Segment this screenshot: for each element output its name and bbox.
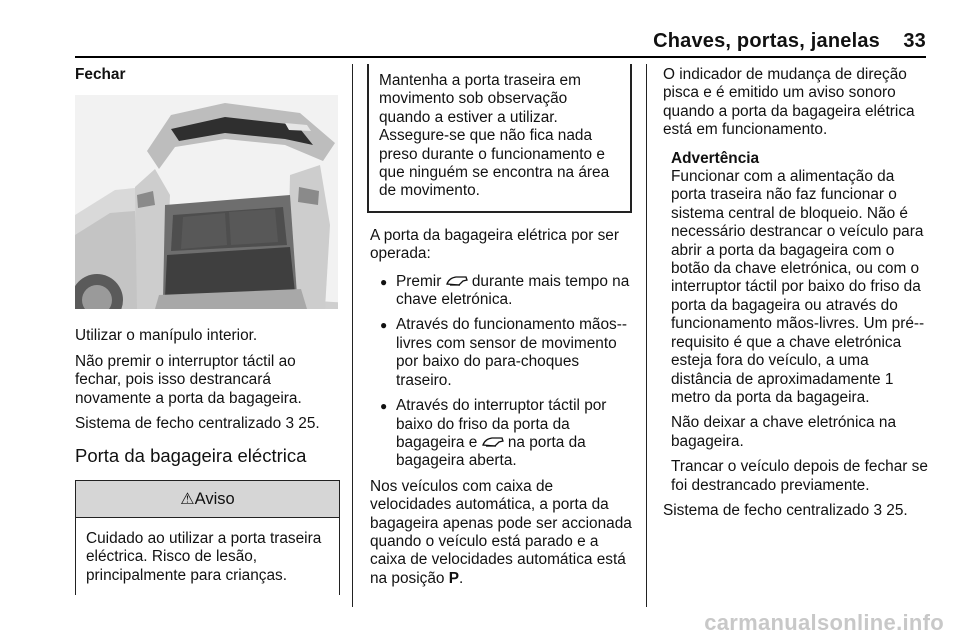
warning-label: Aviso bbox=[194, 489, 235, 508]
page-number: 33 bbox=[903, 30, 926, 52]
advertencia-paragraph-2: Não deixar a chave eletrónica na bagageira. bbox=[671, 414, 897, 450]
gear-position-p: P bbox=[448, 569, 459, 587]
tailgate-photo bbox=[75, 95, 338, 309]
list-item-touch-switch: ● Através do interruptor táctil por baixo do friso da porta da bagageira e na porta da bagageira aberta. bbox=[370, 397, 632, 471]
column-right bbox=[663, 66, 929, 527]
paragraph-operation-intro: A porta da bagageira elétrica por ser operada: bbox=[370, 226, 619, 263]
paragraph-automatic-transmission: Nos veículos com caixa de velocidades automática, a porta da bagageira apenas pode ser accionada quando o veículo está parado e a caixa de velocidades automática está na posição P. bbox=[370, 477, 632, 587]
list-item-hands-free: ● Através do funcionamento mãos--livres com sensor de movimento por baixo do para-choques traseiro. bbox=[370, 316, 632, 390]
list-item-key-button: ● Premir durante mais tempo na chave eletrónica. bbox=[370, 273, 632, 310]
running-header bbox=[653, 30, 880, 53]
paragraph-use-handle: Utilizar o manípulo interior. bbox=[75, 327, 258, 345]
header-rule bbox=[75, 56, 926, 58]
heading-fechar: Fechar bbox=[75, 66, 126, 83]
watermark: carmanualsonline.info bbox=[704, 610, 944, 635]
column-middle bbox=[370, 64, 632, 595]
warning-box bbox=[75, 480, 340, 595]
open-tailgate-car-image bbox=[75, 95, 338, 309]
warning-text: Cuidado ao utilizar a porta traseira eléctrica. Risco de lesão, principalmente para crianças. bbox=[86, 529, 322, 584]
paragraph-do-not-press: Não premir o interruptor táctil ao fechar, pois isso destrancará novamente a porta da bagageira. bbox=[75, 352, 302, 407]
chapter-title: Chaves, portas, janelas bbox=[653, 30, 880, 52]
paragraph-central-locking-ref: Sistema de fecho centralizado 3 25. bbox=[75, 415, 320, 433]
advertencia-paragraph-3: Trancar o veículo depois de fechar se foi destrancado previamente. bbox=[671, 458, 928, 494]
warning-header bbox=[76, 481, 339, 518]
column-left bbox=[75, 66, 340, 595]
operation-methods-list bbox=[370, 273, 632, 471]
warning-triangle-icon: ⚠ bbox=[180, 490, 195, 508]
section-title-power-tailgate: Porta da bagageira eléctrica bbox=[75, 445, 307, 467]
paragraph-turn-indicator: O indicador de mudança de direção pisca e é emitido um aviso sonoro quando a porta da bagageira elétrica está em funcionamento. bbox=[663, 66, 915, 139]
tailgate-key-icon bbox=[446, 275, 468, 287]
paragraph-central-locking-ref-2: Sistema de fecho centralizado 3 25. bbox=[663, 501, 908, 519]
advertencia-heading: Advertência bbox=[671, 149, 760, 167]
advertencia-paragraph-1: Funcionar com a alimentação da porta traseira não faz funcionar o sistema central de bloqueio. Não é necessário destrancar o veículo para abrir a porta da bagageira com o botão da chave eletrónica, ou com o interruptor táctil por baixo do friso da porta da bagageira ou através do funcionamento mãos-livres. Um pré--requisito é que a chave eletrónica esteja fora do veículo, a uma distância de aproximadamente 1 metro da porta da bagageira. bbox=[671, 168, 925, 406]
column-divider-1 bbox=[352, 64, 353, 607]
advertencia-block bbox=[663, 150, 929, 495]
column-divider-2 bbox=[646, 64, 647, 607]
caution-note-box: Mantenha a porta traseira em movimento sob observação quando a estiver a utilizar. Assegure-se que não fica nada preso durante o funcionamento e que ninguém se encontra na área de movimento. bbox=[367, 64, 632, 213]
tailgate-open-icon bbox=[482, 436, 504, 448]
